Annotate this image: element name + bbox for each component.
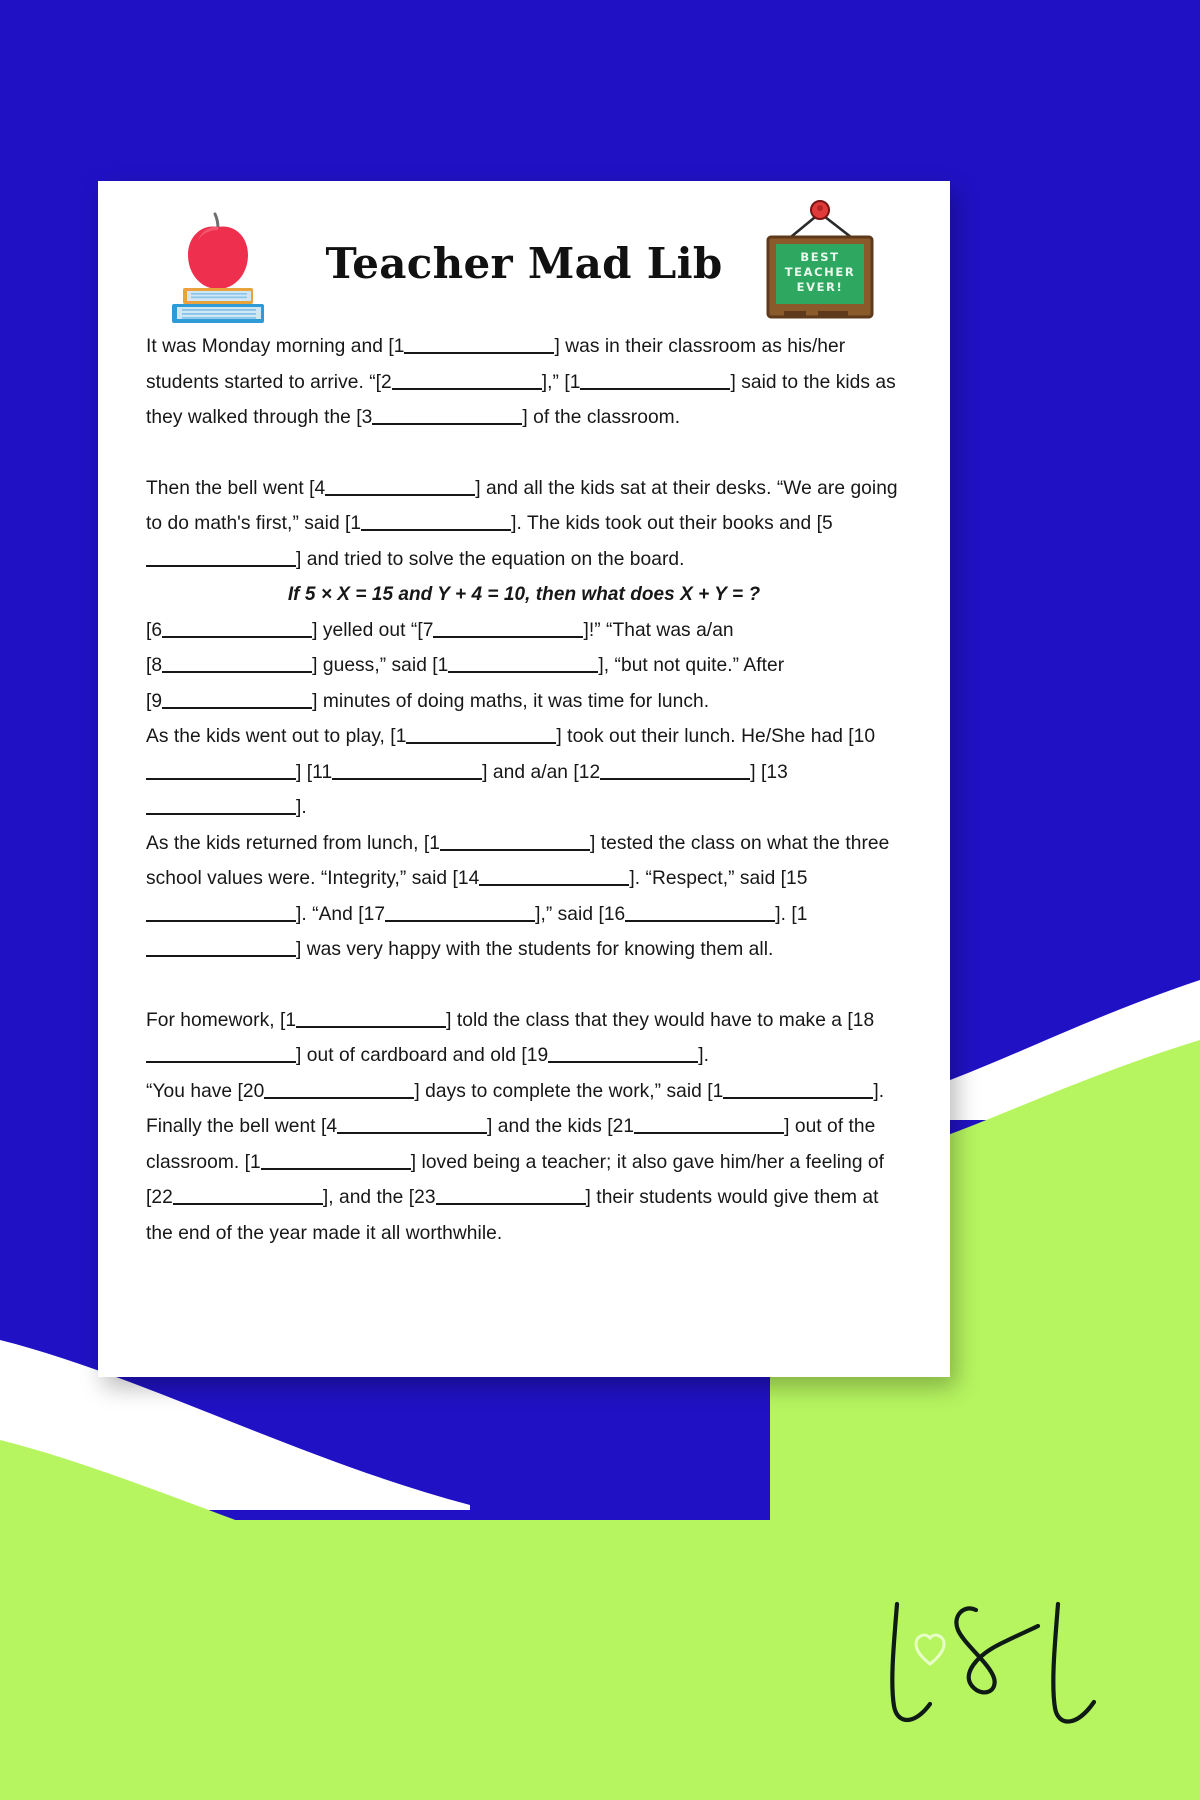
chalkboard-line-2: TEACHER xyxy=(784,265,856,279)
blank-1a[interactable] xyxy=(404,337,554,354)
blank-1h[interactable] xyxy=(296,1011,446,1028)
p6-text-2: ] [11 xyxy=(296,761,333,783)
blank-5[interactable] xyxy=(146,550,296,567)
p3-text-1: ] yelled out “[7 xyxy=(312,619,434,641)
p9-text-1: ] days to complete the work,” said [1 xyxy=(414,1080,724,1102)
blank-6[interactable] xyxy=(162,621,312,638)
paragraph-3 xyxy=(146,613,902,649)
math-equation: If 5 × X = 15 and Y + 4 = 10, then what does X + Y = ? xyxy=(287,584,761,605)
p1-text-2: ],” [1 xyxy=(541,371,581,393)
page-title: Teacher Mad Lib xyxy=(325,238,723,288)
p1-text-3: ] said to the kids as they walked through the [3 xyxy=(146,371,896,428)
paragraph-6 xyxy=(146,719,902,826)
madlib-body xyxy=(146,329,902,1251)
p3-text-2: ]!” “That was a/an xyxy=(583,619,734,641)
blank-9[interactable] xyxy=(162,692,312,709)
p7-text-3: ]. “And [17 xyxy=(296,903,386,925)
blank-13[interactable] xyxy=(146,798,296,815)
p1-text-4: ] of the classroom. xyxy=(522,407,681,428)
p5-text-1: ] minutes of doing maths, it was time for lunch. xyxy=(312,690,710,712)
blank-2[interactable] xyxy=(392,373,542,390)
worksheet-header xyxy=(146,203,902,323)
blank-4b[interactable] xyxy=(337,1117,487,1134)
p2-text-3: ] and tried to solve the equation on the board. xyxy=(296,548,685,570)
p9-text-0: “You have [20 xyxy=(146,1080,265,1102)
spacer-1 xyxy=(146,436,902,471)
blank-10[interactable] xyxy=(146,763,296,780)
blank-1i[interactable] xyxy=(723,1082,873,1099)
p6-text-3: ] and a/an [12 xyxy=(482,761,601,783)
chalkboard-line-1: BEST xyxy=(800,250,840,264)
blank-11[interactable] xyxy=(332,763,482,780)
p6-text-5: ]. xyxy=(296,797,307,818)
p10-text-0: Finally the bell went [4 xyxy=(146,1116,338,1137)
p8-text-3: ]. xyxy=(698,1045,709,1066)
signature-logo xyxy=(872,1582,1172,1787)
apple-on-books-icon xyxy=(158,209,278,324)
blank-1b[interactable] xyxy=(580,373,730,390)
blank-4a[interactable] xyxy=(325,479,475,496)
p1-text-1: ] was in their classroom as his/her students started to arrive. “[2 xyxy=(146,336,846,393)
blank-1j[interactable] xyxy=(261,1153,411,1170)
blank-1g[interactable] xyxy=(146,940,296,957)
p7-text-2: ]. “Respect,” said [15 xyxy=(629,868,808,889)
blank-8[interactable] xyxy=(162,656,312,673)
p4-text-2: ], “but not quite.” After xyxy=(598,655,785,676)
p10-text-4: ], and the [23 xyxy=(322,1187,436,1208)
paragraph-8 xyxy=(146,1003,902,1074)
p2-text-0: Then the bell went [4 xyxy=(146,477,326,499)
blank-12[interactable] xyxy=(600,763,750,780)
blank-1d[interactable] xyxy=(448,656,598,673)
p1-text-0: It was Monday morning and [1 xyxy=(146,336,405,357)
p2-text-2: ]. The kids took out their books and [5 xyxy=(511,513,833,534)
blank-17[interactable] xyxy=(385,905,535,922)
blank-14[interactable] xyxy=(479,869,629,886)
p9-text-2: ]. xyxy=(873,1080,885,1102)
heart-icon xyxy=(916,1635,944,1664)
paragraph-2 xyxy=(146,471,902,578)
p8-text-2: ] out of cardboard and old [19 xyxy=(296,1045,549,1066)
chalkboard-icon xyxy=(740,197,900,332)
p7-text-1: ] tested the class on what the three school values were. “Integrity,” said [14 xyxy=(146,832,890,889)
p10-text-2: ] out of the classroom. [1 xyxy=(146,1116,876,1173)
blank-21[interactable] xyxy=(634,1117,784,1134)
p10-text-3: ] loved being a teacher; it also gave him/her a feeling of [22 xyxy=(146,1151,885,1208)
blank-19[interactable] xyxy=(548,1046,698,1063)
p10-text-5: ] their students would give them at the end of the year made it all worthwhile. xyxy=(146,1187,879,1244)
p7-text-6: ] was very happy with the students for knowing them all. xyxy=(296,939,774,960)
paragraph-10 xyxy=(146,1109,902,1251)
blank-3[interactable] xyxy=(372,408,522,425)
p7-text-4: ],” said [16 xyxy=(535,903,626,925)
spacer-2 xyxy=(146,968,902,1003)
blank-1c[interactable] xyxy=(361,514,511,531)
p7-text-0: As the kids returned from lunch, [1 xyxy=(146,832,440,854)
blank-22[interactable] xyxy=(173,1188,323,1205)
p7-text-5: ]. [1 xyxy=(775,903,808,925)
paragraph-5 xyxy=(146,684,902,720)
p4-text-1: ] guess,” said [1 xyxy=(312,655,449,676)
paragraph-9 xyxy=(146,1074,902,1110)
p6-text-4: ] [13 xyxy=(750,761,788,783)
p3-text-0: [6 xyxy=(146,619,163,641)
worksheet-card xyxy=(98,181,950,1377)
blank-15[interactable] xyxy=(146,905,296,922)
p4-text-0: [8 xyxy=(146,655,163,676)
blank-20[interactable] xyxy=(264,1082,414,1099)
blank-7[interactable] xyxy=(433,621,583,638)
p5-text-0: [9 xyxy=(146,690,163,712)
p6-text-0: As the kids went out to play, [1 xyxy=(146,726,407,747)
p6-text-1: ] took out their lunch. He/She had [10 xyxy=(556,726,876,747)
p10-text-1: ] and the kids [21 xyxy=(487,1116,635,1137)
paragraph-4 xyxy=(146,648,902,684)
chalkboard-line-3: EVER! xyxy=(796,280,844,294)
blank-1e[interactable] xyxy=(406,727,556,744)
blank-18[interactable] xyxy=(146,1046,296,1063)
p8-text-0: For homework, [1 xyxy=(146,1009,297,1031)
p2-text-1: ] and all the kids sat at their desks. “We are going to do math's first,” said [1 xyxy=(146,477,898,534)
paragraph-7 xyxy=(146,826,902,968)
p8-text-1: ] told the class that they would have to make a [18 xyxy=(446,1009,875,1031)
blank-23[interactable] xyxy=(436,1188,586,1205)
paragraph-1 xyxy=(146,329,902,436)
blank-16[interactable] xyxy=(625,905,775,922)
blank-1f[interactable] xyxy=(440,834,590,851)
